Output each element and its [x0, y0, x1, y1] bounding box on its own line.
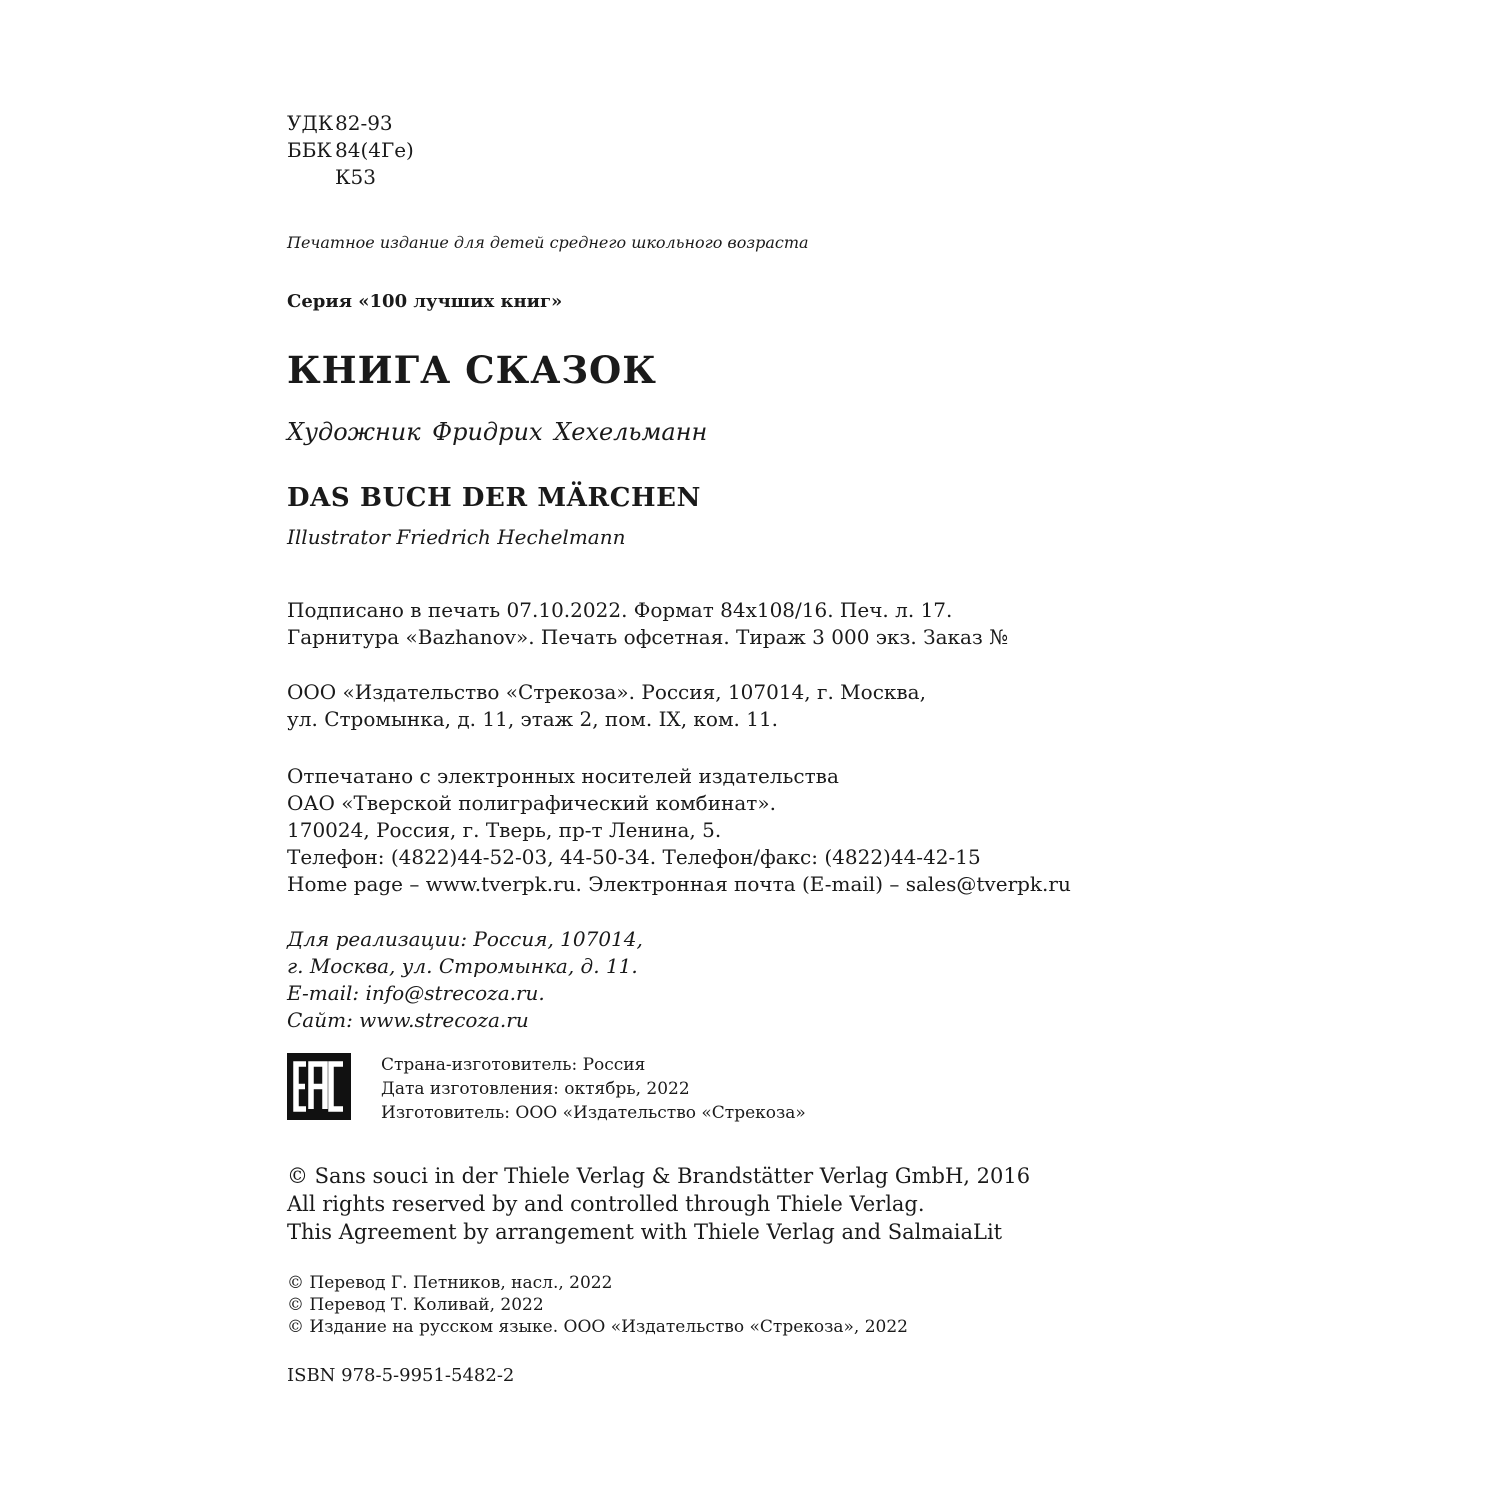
sales-line: Сайт: www.strecoza.ru [287, 1008, 529, 1032]
author-mark: К53 [335, 165, 376, 189]
copyright-line: © Издание на русском языке. ООО «Издательство «Стрекоза», 2022 [287, 1317, 908, 1337]
artist-german: Illustrator Friedrich Hechelmann [287, 525, 626, 549]
copyright-line: © Перевод Т. Коливай, 2022 [287, 1295, 544, 1315]
publisher-address-block [287, 679, 926, 733]
bbk-label: ББК [287, 138, 332, 162]
publisher-line: ООО «Издательство «Стрекоза». Россия, 107014, г. Москва, [287, 680, 926, 704]
udk-row [287, 110, 414, 137]
printer-line: Home page – www.tverpk.ru. Электронная почта (E-mail) – sales@tverpk.ru [287, 872, 1071, 896]
sales-line: г. Москва, ул. Стромынка, д. 11. [287, 954, 638, 978]
print-info-block [287, 597, 1008, 651]
printer-line: ОАО «Тверской полиграфический комбинат». [287, 791, 776, 815]
translation-copyright-block [287, 1272, 908, 1338]
bbk-row [287, 137, 414, 164]
imprint-page [287, 0, 1467, 1500]
print-info-line: Гарнитура «Bazhanov». Печать офсетная. Тираж 3 000 экз. Заказ № [287, 625, 1009, 649]
manufacturer-line: Дата изготовления: октябрь, 2022 [381, 1079, 690, 1099]
printer-info-block [287, 763, 1071, 898]
printer-line: 170024, Россия, г. Тверь, пр-т Ленина, 5. [287, 818, 722, 842]
udk-value: 82-93 [335, 111, 393, 135]
copyright-line: All rights reserved by and controlled through Thiele Verlag. [287, 1192, 925, 1216]
original-copyright-block [287, 1162, 1030, 1246]
printer-line: Телефон: (4822)44-52-03, 44-50-34. Телефон/факс: (4822)44-42-15 [287, 845, 981, 869]
isbn-number: ISBN 978-5-9951-5482-2 [287, 1365, 515, 1386]
manufacturer-line: Изготовитель: ООО «Издательство «Стрекоза» [381, 1103, 806, 1123]
copyright-line: © Sans souci in der Thiele Verlag & Brandstätter Verlag GmbH, 2016 [287, 1164, 1031, 1188]
sales-line: Для реализации: Россия, 107014, [287, 927, 643, 951]
manufacturer-line: Страна-изготовитель: Россия [381, 1055, 646, 1075]
eac-conformity-mark-icon [287, 1053, 351, 1120]
printer-line: Отпечатано с электронных носителей издательства [287, 764, 839, 788]
artist-russian: Художник Фридрих Хехельманн [287, 418, 708, 446]
classification-block [287, 110, 414, 191]
bbk-value: 84(4Ге) [335, 138, 414, 162]
copyright-line: This Agreement by arrangement with Thiele Verlag and SalmaiaLit [287, 1220, 1003, 1244]
print-info-line: Подписано в печать 07.10.2022. Формат 84х108/16. Печ. л. 17. [287, 598, 953, 622]
book-title-russian: КНИГА СКАЗОК [287, 348, 657, 392]
sales-line: E-mail: info@strecoza.ru. [287, 981, 545, 1005]
publisher-line: ул. Стромынка, д. 11, этаж 2, пом. IX, ком. 11. [287, 707, 779, 731]
copyright-line: © Перевод Г. Петников, насл., 2022 [287, 1273, 613, 1293]
audience-note: Печатное издание для детей среднего школьного возраста [287, 233, 809, 252]
udk-label: УДК [287, 111, 334, 135]
book-title-german: DAS BUCH DER MÄRCHEN [287, 483, 701, 513]
manufacturer-info-block [381, 1053, 806, 1125]
series-name: Серия «100 лучших книг» [287, 291, 563, 312]
sales-info-block [287, 926, 643, 1034]
